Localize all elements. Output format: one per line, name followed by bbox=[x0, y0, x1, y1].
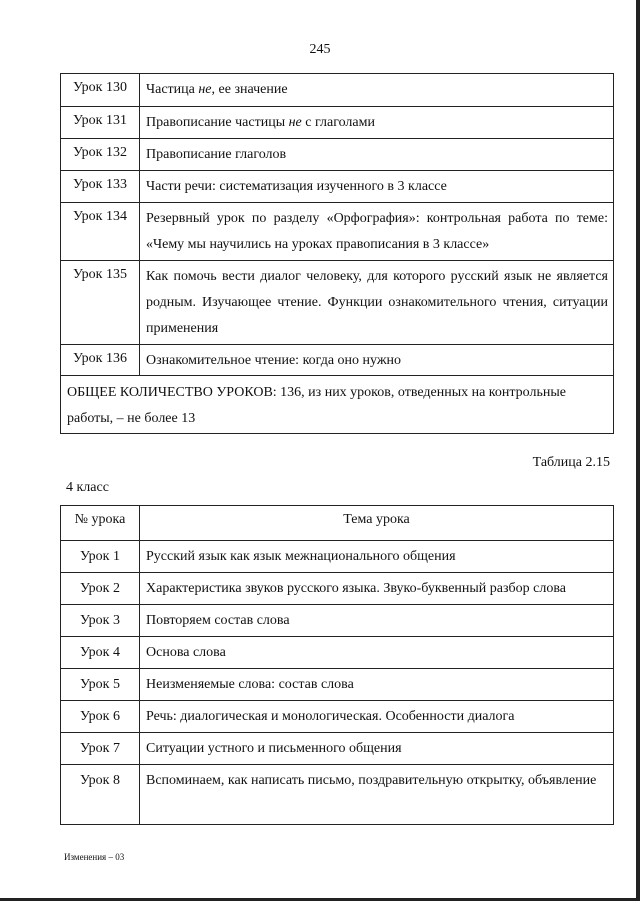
lesson-number: Урок 7 bbox=[61, 733, 140, 765]
lesson-topic: Русский язык как язык межнационального общения bbox=[140, 541, 614, 573]
grade-heading: 4 класс bbox=[66, 480, 109, 495]
table-row bbox=[61, 345, 614, 376]
page-number: 245 bbox=[309, 42, 331, 57]
lesson-number: Урок 5 bbox=[61, 669, 140, 701]
table-row bbox=[61, 74, 614, 107]
table-row bbox=[61, 139, 614, 171]
table-row bbox=[61, 203, 614, 261]
lesson-number: Урок 130 bbox=[61, 74, 140, 107]
table-row bbox=[61, 669, 614, 701]
lesson-topic: Частица не, ее значение bbox=[140, 74, 614, 107]
lesson-topic: Повторяем состав слова bbox=[140, 605, 614, 637]
lesson-topic: Характеристика звуков русского языка. Звуко-буквенный разбор слова bbox=[140, 573, 614, 605]
lesson-topic: Ознакомительное чтение: когда оно нужно bbox=[140, 345, 614, 376]
lesson-topic: Резервный урок по разделу «Орфография»: контрольная работа по теме: «Чему мы научились на уроках правописания в 3 классе» bbox=[140, 203, 614, 261]
column-header-topic: Тема урока bbox=[140, 506, 614, 541]
lesson-topic: Как помочь вести диалог человеку, для которого русский язык не является родным. Изучающее чтение. Функции ознакомительного чтения, ситуации применения bbox=[140, 261, 614, 345]
lesson-number: Урок 131 bbox=[61, 107, 140, 139]
lesson-topic: Ситуации устного и письменного общения bbox=[140, 733, 614, 765]
lesson-number: Урок 136 bbox=[61, 345, 140, 376]
lesson-number: Урок 3 bbox=[61, 605, 140, 637]
table-row bbox=[61, 637, 614, 669]
lesson-topic: Неизменяемые слова: состав слова bbox=[140, 669, 614, 701]
table-row bbox=[61, 765, 614, 825]
lesson-topic: Правописание частицы не с глаголами bbox=[140, 107, 614, 139]
table-row bbox=[61, 171, 614, 203]
table-caption: Таблица 2.15 bbox=[532, 455, 610, 470]
lesson-number: Урок 134 bbox=[61, 203, 140, 261]
column-header-number: № урока bbox=[61, 506, 140, 541]
lesson-number: Урок 135 bbox=[61, 261, 140, 345]
lesson-number: Урок 4 bbox=[61, 637, 140, 669]
lesson-topic: Основа слова bbox=[140, 637, 614, 669]
page-footer: Изменения – 03 bbox=[64, 852, 125, 862]
scan-edge-right bbox=[636, 0, 640, 901]
table-row bbox=[61, 376, 614, 434]
lessons-table-grade4 bbox=[60, 505, 614, 825]
lesson-topic: Правописание глаголов bbox=[140, 139, 614, 171]
table-row bbox=[61, 541, 614, 573]
table-row bbox=[61, 261, 614, 345]
lesson-number: Урок 6 bbox=[61, 701, 140, 733]
lesson-number: Урок 2 bbox=[61, 573, 140, 605]
lesson-topic: Речь: диалогическая и монологическая. Особенности диалога bbox=[140, 701, 614, 733]
table-row bbox=[61, 605, 614, 637]
table-row bbox=[61, 573, 614, 605]
total-lessons-note: ОБЩЕЕ КОЛИЧЕСТВО УРОКОВ: 136, из них уроков, отведенных на контрольные работы, – не более 13 bbox=[61, 376, 614, 434]
lesson-topic: Вспоминаем, как написать письмо, поздравительную открытку, объявление bbox=[140, 765, 614, 825]
lesson-number: Урок 8 bbox=[61, 765, 140, 825]
lessons-table-grade3 bbox=[60, 73, 614, 434]
table-row bbox=[61, 701, 614, 733]
table-row bbox=[61, 107, 614, 139]
lesson-number: Урок 1 bbox=[61, 541, 140, 573]
lesson-topic: Части речи: систематизация изученного в 3 классе bbox=[140, 171, 614, 203]
table-row bbox=[61, 733, 614, 765]
lesson-number: Урок 132 bbox=[61, 139, 140, 171]
lesson-number: Урок 133 bbox=[61, 171, 140, 203]
table-header-row bbox=[61, 506, 614, 541]
